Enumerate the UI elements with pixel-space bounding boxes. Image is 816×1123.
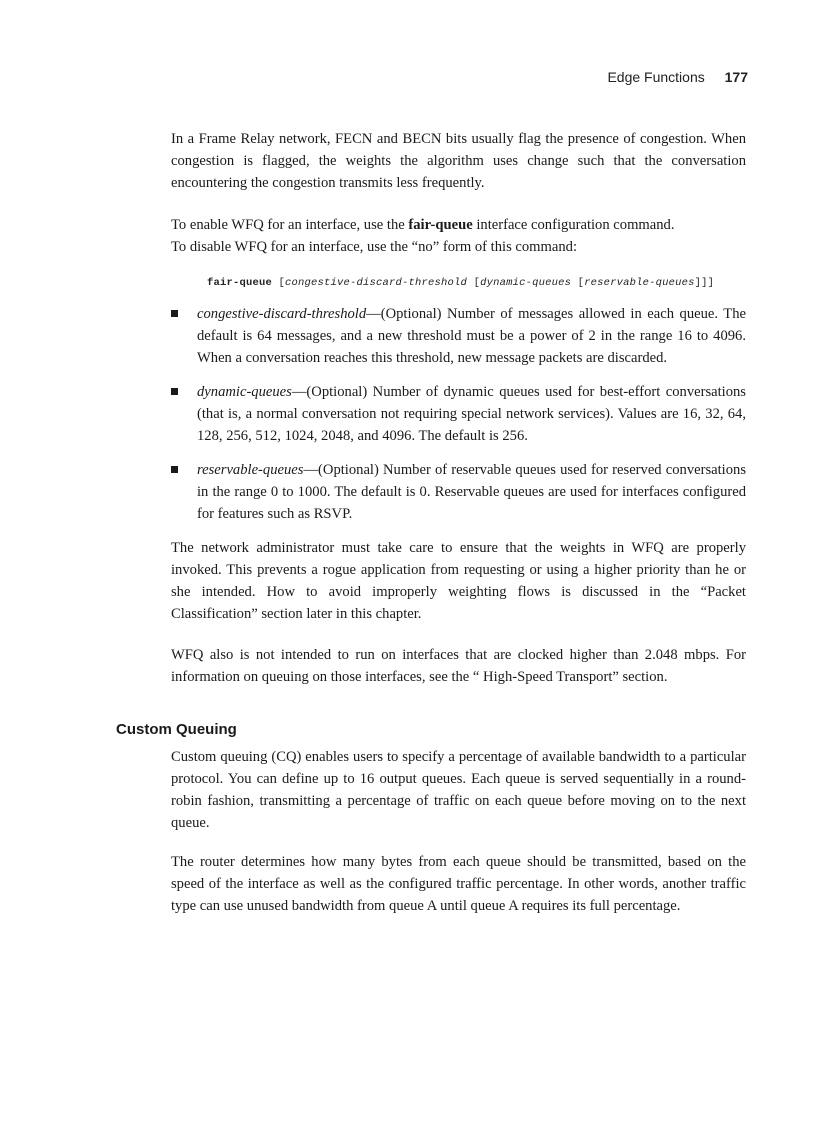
paragraph-text: In a Frame Relay network, FECN and BECN bits usually flag the presence of congestion. When congestion is flagged, the weights the algorithm uses change such that the conversation encountering the congestion transmits less frequently. — [171, 131, 746, 191]
bullet-term: congestive-discard-threshold — [197, 306, 367, 322]
command-syntax — [207, 277, 714, 289]
arg-congestive-discard-threshold: congestive-discard-threshold — [285, 277, 468, 289]
bullet-text — [197, 303, 746, 369]
bullet-description: —(Optional) Number of messages allowed in each queue. The default is 64 messages, and a new threshold must be a power of 2 in the range 16 to 4096. When a conversation reaches this threshold, new message packets are discarded. — [197, 306, 746, 366]
page-number: 177 — [724, 69, 748, 85]
paragraph-network-administrator — [171, 537, 746, 625]
running-head-title: Edge Functions — [607, 69, 705, 85]
paragraph-text: WFQ also is not intended to run on interfaces that are clocked higher than 2.048 mbps. For information on queuing on those interfaces, see the “ High-Speed Transport” section. — [171, 647, 746, 685]
bullet-square-icon — [171, 466, 178, 473]
bullet-description: —(Optional) Number of reservable queues used for reserved conversations in the range 0 to 1000. The default is 0. Reservable queues are used for interfaces configured for features such as RSVP. — [197, 462, 746, 522]
arg-reservable-queues: reservable-queues — [584, 277, 695, 289]
paragraph-enable-wfq — [171, 214, 746, 258]
bullet-term: reservable-queues — [197, 462, 304, 478]
bullet-text — [197, 381, 746, 447]
bracket-open-1: [ — [272, 277, 286, 289]
running-head — [607, 69, 748, 85]
bullet-square-icon — [171, 388, 178, 395]
bullet-item-reservable-queues — [171, 459, 746, 525]
enable-text-suffix: interface configuration command. — [472, 217, 675, 233]
bullet-square-icon — [171, 310, 178, 317]
paragraph-wfq-clocked — [171, 644, 746, 688]
bullet-item-congestive-discard-threshold — [171, 303, 746, 369]
command-keyword: fair-queue — [408, 217, 473, 233]
paragraph-text: Custom queuing (CQ) enables users to specify a percentage of available bandwidth to a particular protocol. You can define up to 16 output queues. Each queue is served sequentially in a round-robin fashion, transmitting a percentage of traffic on each queue before moving on to the next queue. — [171, 749, 746, 831]
bullet-text — [197, 459, 746, 525]
paragraph-router-determines — [171, 851, 746, 917]
bullet-description: —(Optional) Number of dynamic queues used for best-effort conversations (that is, a normal conversation not requiring special network services). Values are 16, 32, 64, 128, 256, 512, 1024, 2048, and 4096. The default is 256. — [197, 384, 746, 444]
paragraph-custom-queuing-intro — [171, 746, 746, 834]
bullet-term: dynamic-queues — [197, 384, 292, 400]
paragraph-text: The router determines how many bytes from each queue should be transmitted, based on the speed of the interface as well as the configured traffic percentage. In other words, another traffic type can use unused bandwidth from queue A until queue A requires its full percentage. — [171, 854, 746, 914]
bracket-close: ]]] — [694, 277, 715, 289]
bracket-open-2: [ — [467, 277, 481, 289]
bracket-open-3: [ — [571, 277, 585, 289]
enable-text-prefix: To enable WFQ for an interface, use the — [171, 217, 409, 233]
paragraph-enable-line — [171, 214, 746, 236]
bullet-item-dynamic-queues — [171, 381, 746, 447]
paragraph-disable-line: To disable WFQ for an interface, use the “no” form of this command: — [171, 239, 577, 255]
paragraph-text: The network administrator must take care to ensure that the weights in WFQ are properly invoked. This prevents a rogue application from requesting or using a higher priority than he or she intended. How to avoid improperly weighting flows is discussed in the “Packet Classification” section later in this chapter. — [171, 540, 746, 622]
section-heading-custom-queuing: Custom Queuing — [116, 721, 237, 738]
arg-dynamic-queues: dynamic-queues — [480, 277, 572, 289]
paragraph-fecn-becn — [171, 128, 746, 194]
command-name: fair-queue — [207, 277, 273, 289]
